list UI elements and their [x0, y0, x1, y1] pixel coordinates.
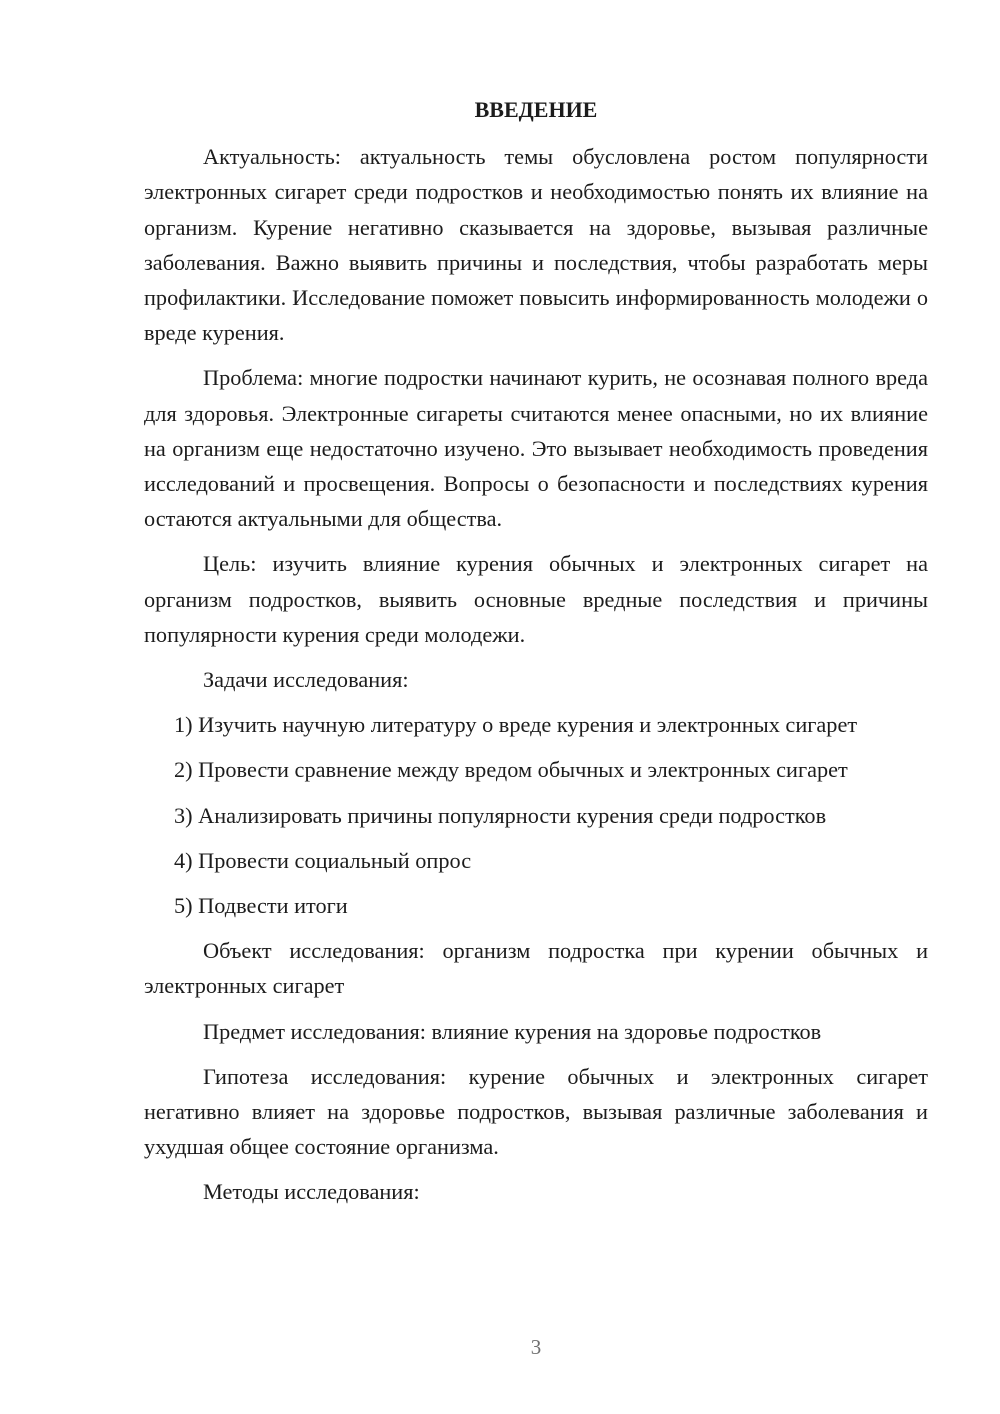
task-item: 2) Провести сравнение между вредом обычных и электронных сигарет	[174, 757, 848, 783]
goal-paragraph: Цель: изучить влияние курения обычных и электронных сигарет на организм подростков, выявить основные вредные последствия и причины популярности курения среди молодежи.	[144, 551, 928, 647]
subject-paragraph: Предмет исследования: влияние курения на здоровье подростков	[203, 1018, 822, 1044]
hypothesis-paragraph: Гипотеза исследования: курение обычных и электронных сигарет негативно влияет на здоровье подростков, вызывая различные заболевания и ухудшая общее состояние организма.	[144, 1063, 928, 1160]
page-number: 3	[530, 1335, 542, 1359]
methods-heading: Методы исследования:	[203, 1179, 420, 1205]
page-title: ВВЕДЕНИЕ	[474, 97, 598, 122]
task-item: 5) Подвести итоги	[174, 893, 348, 919]
problem-paragraph: Проблема: многие подростки начинают курить, не осознавая полного вреда для здоровья. Электронные сигареты считаются менее опасными, но их влияние на организм еще недостаточно изучено. Это вызывает необходимость проведения исследований и просвещения. Вопросы о безопасности и последствиях курения остаются актуальными для общества.	[144, 365, 928, 532]
object-paragraph: Объект исследования: организм подростка при курении обычных и электронных сигарет	[144, 938, 928, 999]
task-item: 3) Анализировать причины популярности курения среди подростков	[174, 802, 827, 828]
task-item: 1) Изучить научную литературу о вреде курения и электронных сигарет	[174, 712, 858, 738]
task-item: 4) Провести социальный опрос	[174, 847, 472, 873]
tasks-heading: Задачи исследования:	[203, 667, 409, 693]
relevance-paragraph: Актуальность: актуальность темы обусловлена ростом популярности электронных сигарет среди подростков и необходимостью понять их влияние на организм. Курение негативно сказывается на здоровье, вызывая различные заболевания. Важно выявить причины и последствия, чтобы разработать меры профилактики. Исследование поможет повысить информированность молодежи о вреде курения.	[144, 144, 928, 346]
page-content	[144, 92, 928, 1220]
